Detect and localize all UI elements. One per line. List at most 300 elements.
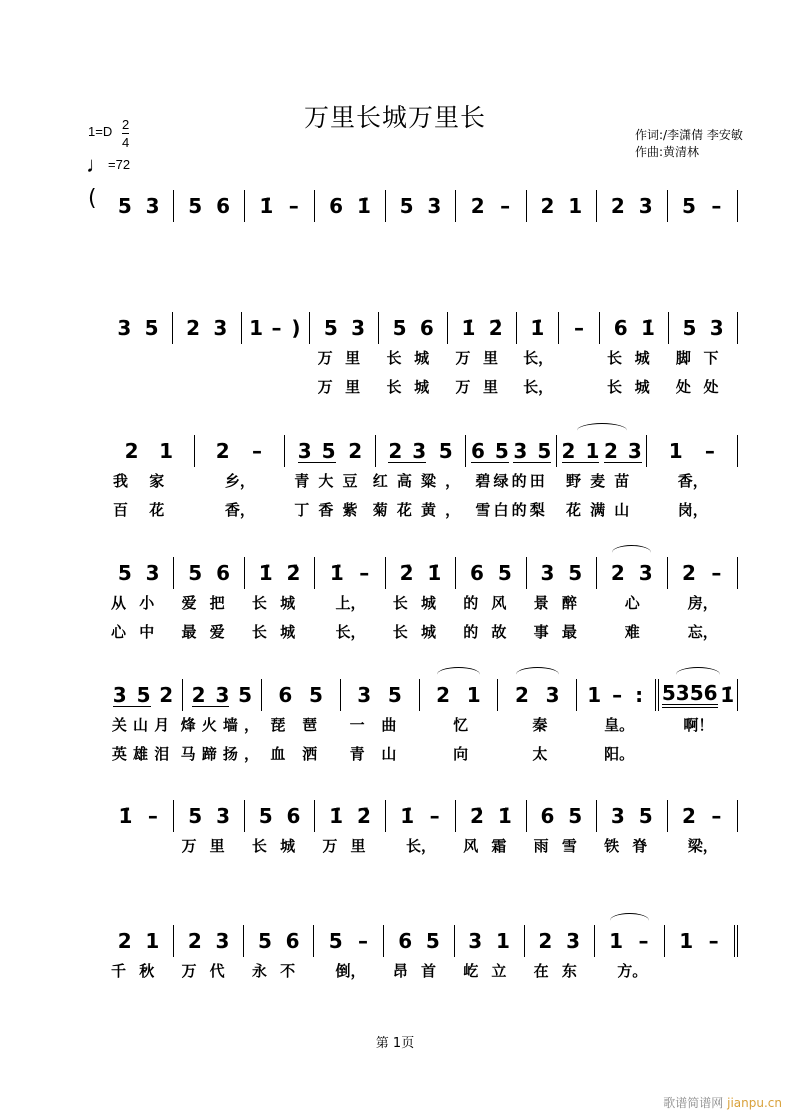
lyric-cell: [342, 714, 421, 740]
lyric-cell: [173, 347, 242, 373]
lyric-text: 百花: [113, 501, 186, 519]
measure: [173, 312, 242, 344]
lyric-text: 梁，: [687, 837, 718, 855]
measure: [527, 190, 597, 222]
note: –: [147, 804, 158, 828]
measure: [174, 557, 244, 589]
beamed-group: [298, 440, 336, 463]
lyric-cell: [104, 743, 183, 769]
lyric-text: 阳。: [604, 745, 635, 763]
measure: [245, 190, 315, 222]
lyric-cell: [559, 376, 600, 402]
lyric-cell: [342, 743, 421, 769]
key-signature: 1=D: [88, 124, 113, 139]
lyric-text: 血洒: [270, 745, 334, 763]
measure: [310, 312, 379, 344]
slur-mark: [437, 667, 481, 682]
measure: [665, 925, 738, 957]
note: 3: [545, 683, 560, 707]
lyric-cell: [104, 960, 174, 986]
note: 6: [216, 194, 230, 218]
measure: [245, 800, 315, 832]
lyric-text: 琵琶: [270, 716, 334, 734]
lyric-cell: [372, 499, 470, 525]
lyric-text: 万里: [317, 378, 373, 396]
lyric-text: 碧绿的田: [475, 472, 548, 490]
lyric-text: 皇。: [604, 716, 635, 734]
note: 2̇: [286, 561, 301, 585]
lyric-text: 万里: [455, 349, 511, 367]
note: 1̇: [720, 683, 735, 707]
lyric-cell: [466, 470, 557, 496]
note: 3: [468, 929, 483, 953]
lyric-cell: [647, 470, 738, 496]
lyric-text: 马蹄扬，: [180, 745, 266, 763]
measure: [386, 190, 456, 222]
lyric-cell: [315, 592, 385, 618]
measure: [668, 190, 738, 222]
beamed-group: [562, 440, 600, 463]
measure: [195, 435, 286, 467]
measure: [174, 925, 244, 957]
note: 1: [668, 439, 683, 463]
measure: [315, 190, 385, 222]
lyric-cell: [500, 743, 579, 769]
measure: [183, 679, 262, 711]
beamed-group: [192, 684, 230, 707]
lyric-cell: [104, 470, 195, 496]
measure: [466, 435, 557, 467]
music-system: [104, 312, 738, 402]
lyric-text: 万里: [181, 837, 238, 855]
measure: [557, 435, 648, 467]
lyric-text: 关山月: [111, 716, 176, 734]
lyric-cell: [659, 743, 738, 769]
measure: [379, 312, 448, 344]
lyric-cell: [421, 714, 500, 740]
beamed-group: [662, 682, 718, 708]
measure: [597, 557, 667, 589]
lyric-cell: [174, 592, 244, 618]
lyric-cell: [597, 621, 667, 647]
lyric-text: 处处: [675, 378, 732, 396]
note: 5: [399, 194, 414, 218]
lyric-cell: [174, 621, 244, 647]
lyric-cell: [104, 499, 195, 525]
note: 2: [215, 439, 230, 463]
measure: [668, 800, 738, 832]
time-bottom: 4: [122, 135, 130, 150]
measure: [448, 312, 517, 344]
music-system: [104, 800, 738, 861]
note-row: [104, 800, 738, 832]
note: ): [291, 316, 301, 340]
measure: [104, 312, 173, 344]
note: 2̇: [356, 804, 371, 828]
lyric-text: 万里: [455, 378, 511, 396]
note: 6: [613, 316, 628, 340]
note: 2: [610, 561, 625, 585]
song-title: 万里长城万里长: [303, 103, 486, 132]
lyric-cell: [315, 835, 385, 861]
note: 2: [191, 682, 206, 707]
note: 1̇: [329, 804, 344, 828]
note: –: [704, 439, 715, 463]
lyric-text: 心: [624, 594, 640, 612]
note: –: [358, 929, 369, 953]
note: 5: [568, 561, 583, 585]
lyric-text: 我家: [113, 472, 186, 490]
lyric-cell: [104, 347, 173, 373]
measure: [314, 925, 384, 957]
lyric-text: 忆: [453, 716, 469, 734]
lyric-text: 永不: [251, 962, 309, 980]
lyric-text: 景醉: [533, 594, 591, 612]
measure: [315, 557, 385, 589]
lyric-cell: [386, 960, 456, 986]
lyric-cell: [668, 835, 738, 861]
note: 2: [538, 929, 553, 953]
measure: [525, 925, 595, 957]
lyric-text: 香，: [224, 501, 255, 519]
time-signature: [122, 116, 129, 151]
lyric-text: 最爱: [181, 623, 238, 641]
slur-mark: [516, 667, 560, 682]
note: –: [574, 316, 585, 340]
beamed-group: [113, 684, 151, 707]
note: 2: [159, 683, 174, 707]
lyric-text: 菊花黄，: [372, 501, 470, 519]
note: 1̇: [461, 316, 476, 340]
measure: [262, 679, 341, 711]
note: 6: [540, 804, 555, 828]
note: 1̇: [329, 561, 344, 585]
note: 1̇: [259, 194, 274, 218]
note: 5: [188, 804, 203, 828]
note: 5: [257, 929, 272, 953]
note-row: [104, 925, 738, 957]
note: 2: [540, 194, 555, 218]
note: 2: [348, 439, 363, 463]
lyric-text: 啊！: [683, 716, 714, 734]
measure: [386, 800, 456, 832]
measure: [174, 190, 244, 222]
lyric-cell: [669, 347, 738, 373]
note: 5: [144, 316, 159, 340]
quarter-note-icon: ♩: [86, 152, 108, 177]
lyrics-verse-1: [104, 960, 738, 986]
note: 6: [470, 438, 485, 463]
note: 2: [470, 194, 485, 218]
note: 6: [398, 929, 413, 953]
lyric-text: 青山: [349, 745, 414, 763]
note: 5: [321, 438, 336, 463]
note: –: [708, 929, 719, 953]
lyric-cell: [597, 592, 667, 618]
lyric-text: 长，: [335, 623, 366, 641]
note: 3: [351, 316, 365, 340]
lyric-text: 长，: [523, 349, 554, 367]
note: –: [711, 804, 722, 828]
note-row: [104, 435, 738, 467]
measure: [456, 800, 526, 832]
note: 2: [124, 439, 139, 463]
note: 1: [466, 683, 481, 707]
lyric-text: 屹立: [463, 962, 520, 980]
note: 5: [682, 316, 697, 340]
note: 3: [638, 561, 653, 585]
note: –: [500, 194, 511, 218]
measure: [285, 435, 376, 467]
music-system: [104, 557, 738, 647]
note: 1̇: [118, 804, 133, 828]
lyric-cell: [180, 743, 266, 769]
note: 5: [568, 804, 583, 828]
note: 1: [568, 194, 583, 218]
measure: [527, 800, 597, 832]
lyric-text: 青大豆: [294, 472, 367, 490]
lyric-cell: [449, 347, 518, 373]
lyric-text: 风霜: [463, 837, 520, 855]
lyrics-verse-2: [104, 621, 738, 647]
note: 2: [682, 561, 696, 585]
note: –: [612, 683, 623, 707]
lyric-text: 秦: [532, 716, 548, 734]
note: 1̇: [356, 194, 371, 218]
note: 3: [297, 438, 312, 463]
note: –: [271, 316, 282, 340]
lyric-cell: [668, 621, 738, 647]
lyric-text: 野麦苗: [565, 472, 639, 490]
measure: [647, 435, 738, 467]
note: –: [638, 929, 649, 953]
tempo-value: =72: [108, 157, 131, 172]
lyric-cell: [195, 470, 286, 496]
lyrics-verse-1: [104, 592, 738, 618]
music-system: [104, 925, 738, 986]
note: 3: [610, 804, 625, 828]
beamed-group: [471, 440, 509, 463]
note: 3: [216, 804, 230, 828]
measure: [245, 557, 315, 589]
note: 2: [187, 929, 202, 953]
beamed-group: [388, 440, 426, 463]
note: 3: [357, 683, 372, 707]
note: 5356: [661, 681, 718, 705]
note: 5: [425, 929, 440, 953]
lyric-cell: [527, 835, 597, 861]
note: 5: [188, 194, 203, 218]
measure: [669, 312, 738, 344]
note: 2: [388, 438, 403, 463]
lyric-text: 长城: [392, 594, 450, 612]
note: 2: [515, 683, 529, 707]
slur-mark: [676, 667, 720, 682]
lyrics-verse-1: [104, 835, 738, 861]
lyric-cell: [315, 621, 385, 647]
note: 3: [145, 561, 160, 585]
lyric-cell: [456, 835, 526, 861]
note: 6: [470, 561, 484, 585]
music-system: [104, 435, 738, 525]
lyric-cell: [600, 376, 669, 402]
lyric-cell: [500, 714, 579, 740]
lyric-text: 千秋: [111, 962, 168, 980]
lyric-text: 万代: [181, 962, 238, 980]
measure: [517, 312, 559, 344]
lyric-cell: [104, 621, 174, 647]
note: 3: [215, 929, 230, 953]
lyric-cell: [527, 592, 597, 618]
note-row: [104, 557, 738, 589]
lyric-cell: [659, 714, 738, 740]
lyric-cell: [174, 835, 244, 861]
lyric-cell: [173, 376, 242, 402]
lyric-text: 丁香紫: [294, 501, 367, 519]
lyric-cell: [456, 592, 526, 618]
note: 1: [145, 929, 160, 953]
lyric-text: 长，: [405, 837, 436, 855]
lyric-text: 长城: [607, 378, 663, 396]
measure: [456, 557, 526, 589]
lyric-text: 雪白的梨: [475, 501, 548, 519]
lyric-text: 长城: [251, 623, 309, 641]
lyric-cell: [597, 960, 667, 986]
note-row: [104, 312, 738, 344]
lyric-text: 香，: [677, 472, 708, 490]
lyric-text: 英雄泪: [111, 745, 176, 763]
lyric-cell: [195, 499, 286, 525]
lyric-text: 长城: [392, 623, 450, 641]
measure: [597, 190, 667, 222]
lyric-text: 上，: [335, 594, 366, 612]
note: 1̇: [640, 316, 655, 340]
lyric-text: 忘，: [687, 623, 718, 641]
note: 1: [609, 929, 624, 953]
lyric-cell: [580, 743, 659, 769]
lyric-text: 难: [624, 623, 640, 641]
lyric-cell: [372, 470, 470, 496]
lyric-text: 长城: [251, 837, 309, 855]
lyric-cell: [386, 592, 456, 618]
lyric-cell: [104, 592, 174, 618]
note: 6: [329, 194, 344, 218]
note: 5: [638, 804, 653, 828]
music-system: [104, 679, 738, 769]
lyric-cell: [263, 743, 342, 769]
note: –: [429, 804, 440, 828]
note: 6: [286, 804, 301, 828]
note: 5: [117, 194, 132, 218]
note: 3: [145, 194, 160, 218]
note: 2: [610, 194, 625, 218]
note: 2: [682, 804, 696, 828]
note: 1: [249, 316, 264, 340]
lyric-cell: [104, 835, 174, 861]
note: –: [251, 439, 262, 463]
note: 5: [494, 438, 509, 463]
note: 2̇: [470, 804, 484, 828]
measure: [600, 312, 669, 344]
lyric-text: 长城: [386, 349, 442, 367]
note: 5: [309, 683, 323, 707]
note: –: [359, 561, 370, 585]
note: 6: [285, 929, 300, 953]
note: 3: [412, 438, 427, 463]
lyric-cell: [668, 960, 738, 986]
note: 5: [392, 316, 407, 340]
lyric-cell: [386, 621, 456, 647]
measure: [376, 435, 467, 467]
beamed-group: [513, 440, 551, 463]
watermark-en: jianpu.cn: [727, 1096, 782, 1110]
note: 2̇: [488, 316, 503, 340]
lyric-text: 长城: [607, 349, 663, 367]
lyric-cell: [669, 376, 738, 402]
lyric-cell: [104, 376, 173, 402]
note: 3: [638, 194, 653, 218]
lyric-cell: [263, 714, 342, 740]
note: 3: [112, 682, 127, 707]
lyric-text: 方。: [617, 962, 648, 980]
note-row: [104, 190, 738, 222]
measure: [242, 312, 311, 344]
lyric-text: 岗，: [677, 501, 708, 519]
lyric-cell: [527, 960, 597, 986]
note: 2: [436, 683, 451, 707]
slur-mark: [610, 913, 649, 928]
note: –: [711, 561, 722, 585]
note: 6: [216, 561, 230, 585]
note: 3: [709, 316, 724, 340]
lyric-text: 昂首: [392, 962, 450, 980]
measure: [559, 312, 601, 344]
lyric-text: 长，: [523, 378, 554, 396]
note: 5: [328, 929, 343, 953]
note: 1: [587, 683, 602, 707]
watermark: [663, 1094, 782, 1111]
note: 1̇: [258, 561, 273, 585]
lyric-cell: [517, 376, 558, 402]
measure: [104, 679, 183, 711]
measure: [455, 925, 525, 957]
measure: [104, 800, 174, 832]
note: 1̇: [400, 804, 415, 828]
note: 1: [585, 438, 600, 463]
lyric-cell: [174, 960, 244, 986]
lyric-cell: [600, 347, 669, 373]
lyric-text: 在东: [533, 962, 591, 980]
measure: [386, 557, 456, 589]
lyric-cell: [647, 499, 738, 525]
note: 3: [566, 929, 580, 953]
measure: [341, 679, 420, 711]
lyric-text: 事最: [533, 623, 591, 641]
lyric-text: 烽火墙，: [180, 716, 266, 734]
lyric-text: 万里: [317, 349, 373, 367]
note: 2: [603, 438, 618, 463]
measure: [498, 679, 577, 711]
note: 5: [387, 683, 402, 707]
time-top: 2: [122, 117, 130, 132]
measure: [668, 557, 738, 589]
composer: 作曲:黄清林: [635, 145, 700, 159]
note: 6: [419, 316, 434, 340]
lyric-text: 一曲: [349, 716, 414, 734]
lyric-cell: [386, 835, 456, 861]
note: 5: [537, 438, 552, 463]
measure: [659, 679, 738, 711]
